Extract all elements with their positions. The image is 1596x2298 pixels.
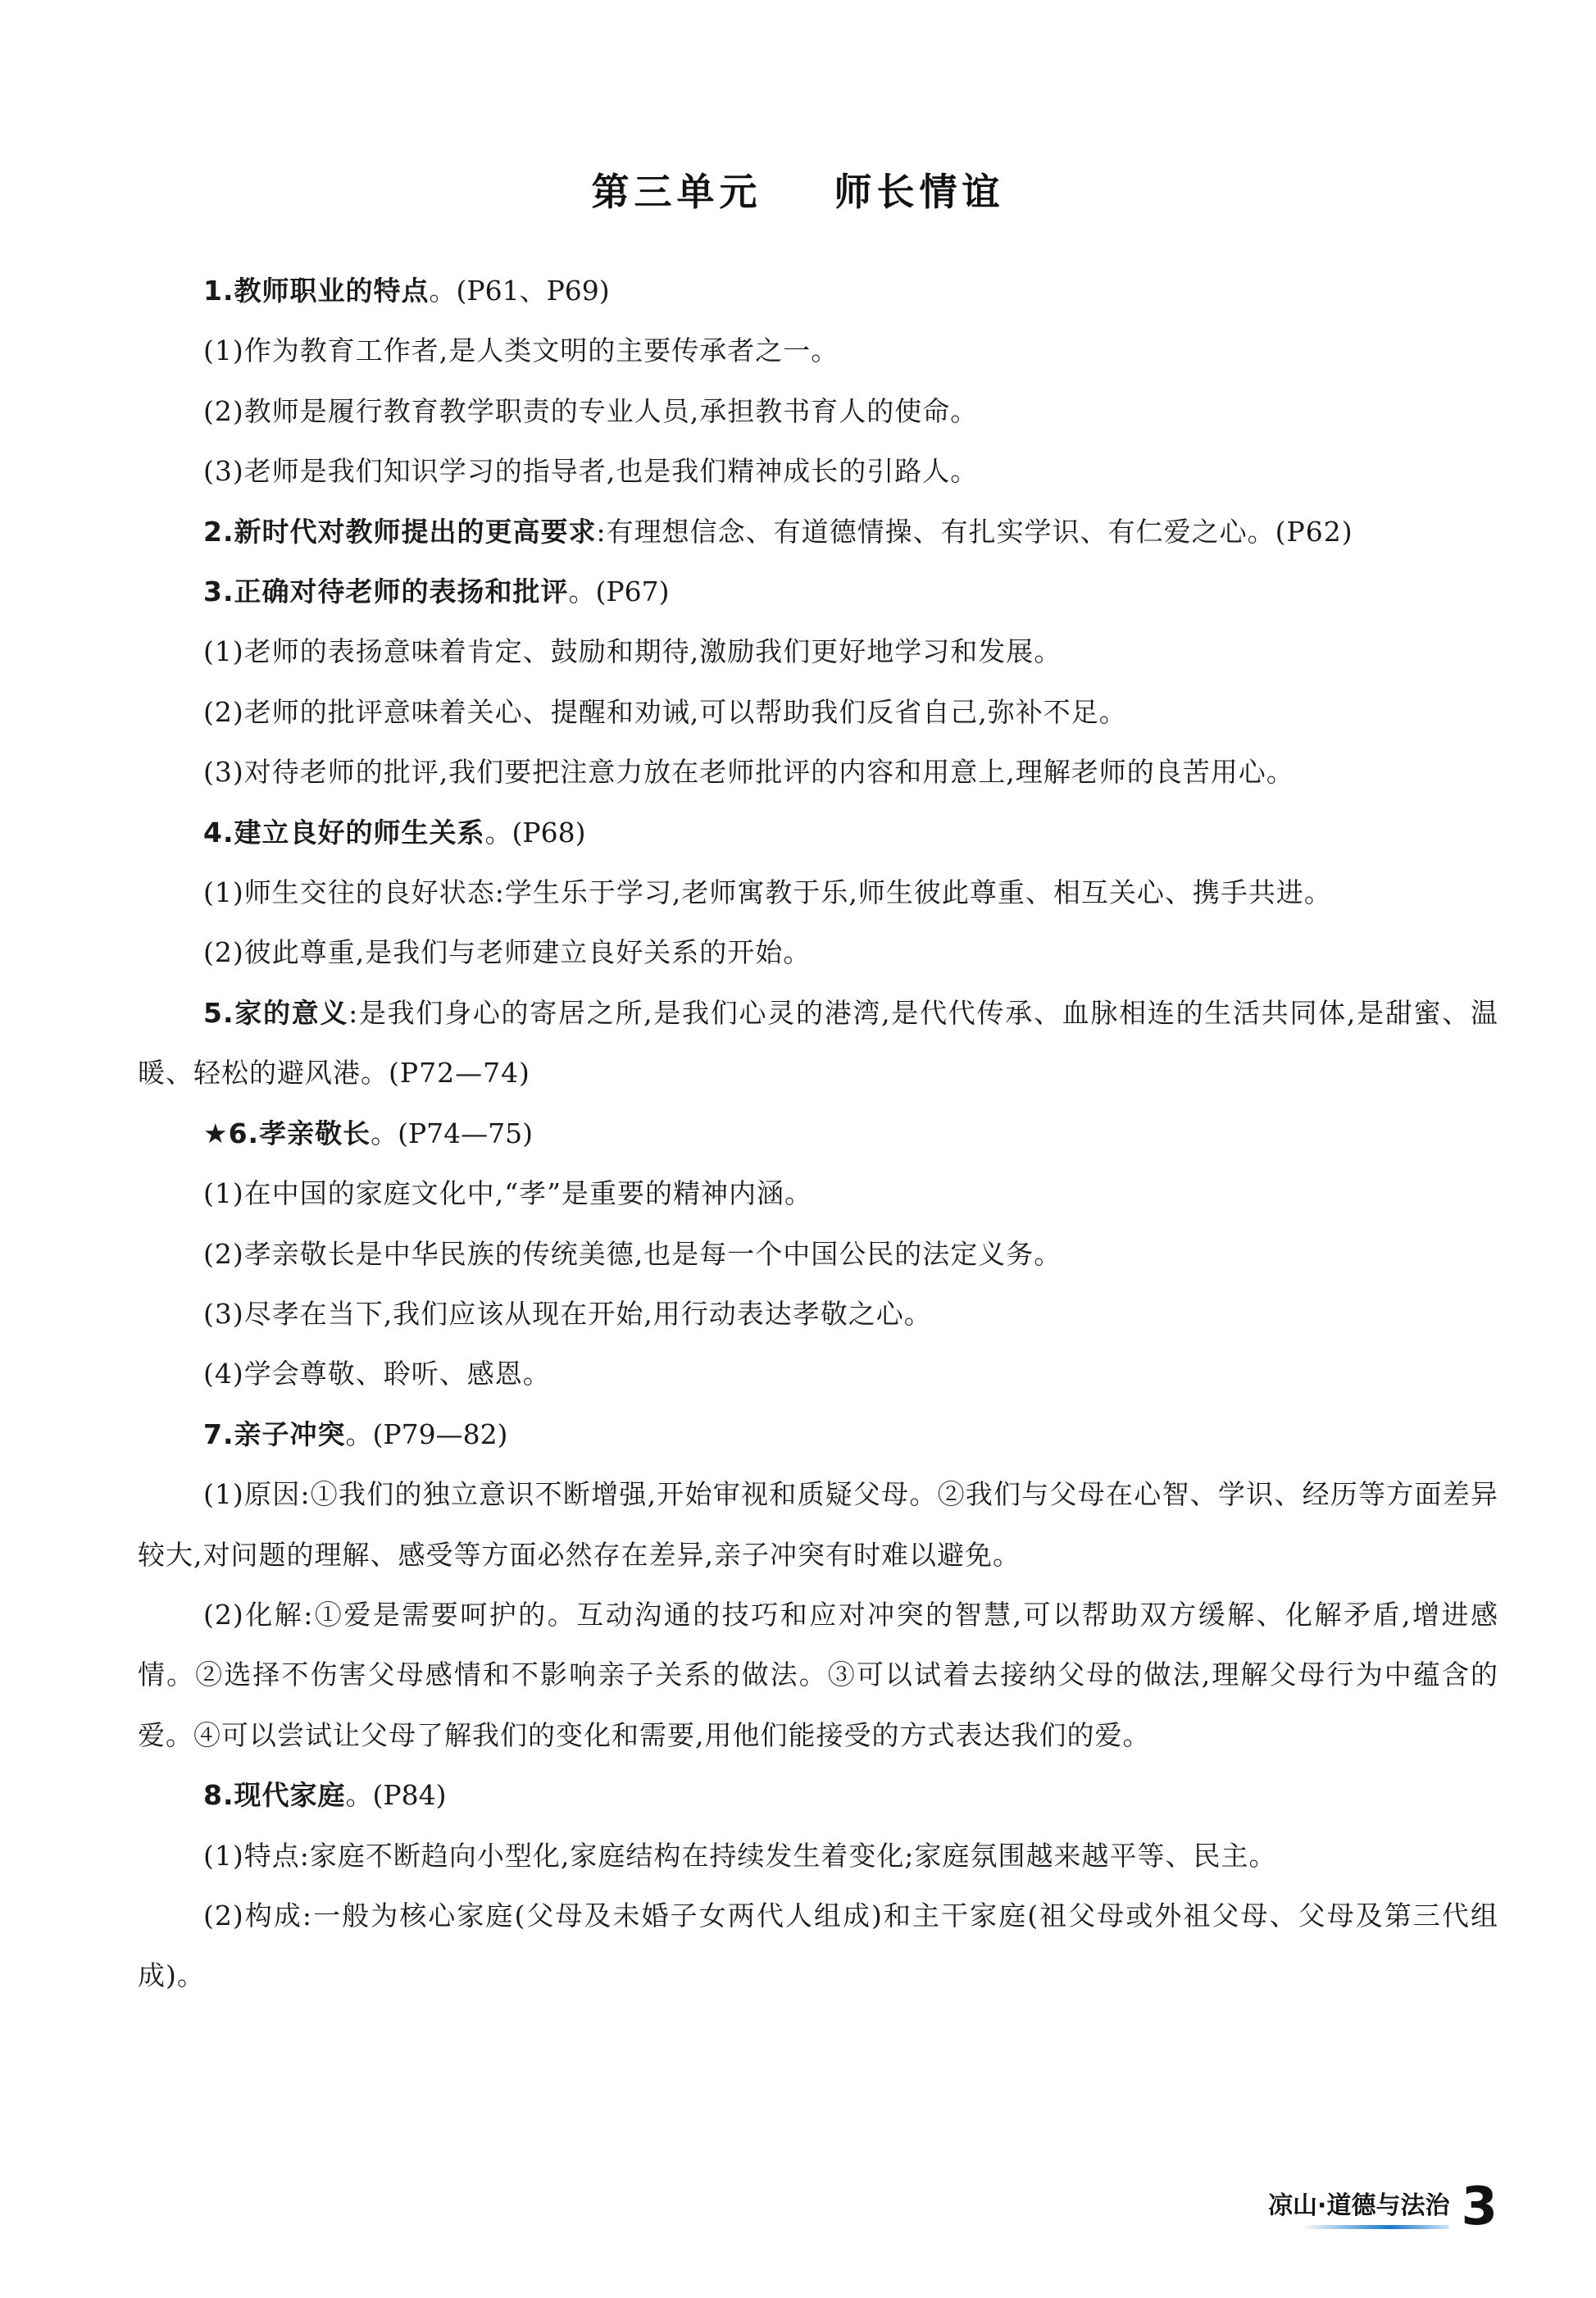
list-item: (1)原因:①我们的独立意识不断增强,开始审视和质疑父母。②我们与父母在心智、学识、经历等方面差异较大,对问题的理解、感受等方面必然存在差异,亲子冲突有时难以避免。 [138, 1478, 1498, 1571]
section-head: 5.家的意义 [203, 996, 349, 1029]
footer-book-title: 凉山·道德与法治 [1268, 2191, 1450, 2220]
unit-title: 第三单元 师长情谊 [591, 170, 1005, 214]
section-1-heading [138, 261, 1498, 321]
list-item: (1)在中国的家庭文化中,“孝”是重要的精神内涵。 [203, 1177, 812, 1210]
section-6-heading [138, 1103, 1498, 1163]
section-head: 7.亲子冲突 [203, 1417, 346, 1450]
list-item: (1)作为教育工作者,是人类文明的主要传承者之一。 [203, 334, 839, 367]
page-reference: 。(P74—75) [371, 1117, 534, 1149]
page-reference: 。(P79—82) [345, 1417, 508, 1450]
section-8-heading [138, 1765, 1498, 1825]
page-footer [1268, 2177, 1498, 2237]
section-head: 2.新时代对教师提出的更高要求 [203, 515, 597, 548]
list-item: (2)孝亲敬长是中华民族的传统美德,也是每一个中国公民的法定义务。 [203, 1237, 1062, 1270]
list-item: (1)师生交往的良好状态:学生乐于学习,老师寓教于乐,师生彼此尊重、相互关心、携手共进。 [203, 876, 1332, 909]
section-5-paragraph [138, 983, 1498, 1103]
list-item: (2)化解:①爱是需要呵护的。互动沟通的技巧和应对冲突的智慧,可以帮助双方缓解、化解矛盾,增进感情。②选择不伤害父母感情和不影响亲子关系的做法。③可以试着去接纳父母的做法,理解父母行为中蕴含的爱。④可以尝试让父母了解我们的变化和需要,用他们能接受的方式表达我们的爱。 [138, 1598, 1498, 1751]
section-head: 1.教师职业的特点 [203, 275, 430, 307]
list-item: (4)学会尊敬、聆听、感恩。 [203, 1358, 551, 1390]
list-item: (1)特点:家庭不断趋向小型化,家庭结构在持续发生着变化;家庭氛围越来越平等、民主。 [203, 1839, 1277, 1872]
list-item: (2)彼此尊重,是我们与老师建立良好关系的开始。 [203, 936, 812, 969]
page-reference: 。(P61、P69) [429, 275, 610, 307]
page-reference: 。(P68) [484, 816, 586, 849]
footer-label-group [1268, 2185, 1449, 2229]
section-head: 3.正确对待老师的表扬和批评 [203, 576, 569, 608]
section-body: :是我们身心的寄居之所,是我们心灵的港湾,是代代传承、血脉相连的生活共同体,是甜蜜、温暖、轻松的避风港。(P72—74) [138, 996, 1498, 1090]
section-4-heading [138, 803, 1498, 862]
page-reference: 。(P67) [568, 576, 670, 608]
list-item: (2)老师的批评意味着关心、提醒和劝诫,可以帮助我们反省自己,弥补不足。 [203, 695, 1127, 728]
list-item: (1)老师的表扬意味着肯定、鼓励和期待,激励我们更好地学习和发展。 [203, 635, 1062, 668]
page-number: 3 [1461, 2177, 1498, 2237]
content-body [138, 261, 1498, 2006]
section-head: 4.建立良好的师生关系 [203, 816, 485, 849]
section-3-heading [138, 562, 1498, 621]
list-item: (3)老师是我们知识学习的指导者,也是我们精神成长的引路人。 [203, 455, 979, 488]
list-item: (2)教师是履行教育教学职责的专业人员,承担教书育人的使命。 [203, 394, 979, 427]
section-head: ★6.孝亲敬长 [203, 1117, 371, 1149]
section-body: :有理想信念、有道德情操、有扎实学识、有仁爱之心。(P62) [596, 515, 1353, 548]
page-reference: 。(P84) [345, 1779, 447, 1812]
section-head: 8.现代家庭 [203, 1779, 346, 1812]
section-2-paragraph [138, 502, 1498, 562]
list-item: (3)尽孝在当下,我们应该从现在开始,用行动表达孝敬之心。 [203, 1297, 932, 1330]
footer-accent-line [1301, 2225, 1449, 2229]
list-item: (2)构成:一般为核心家庭(父母及未婚子女两代人组成)和主干家庭(祖父母或外祖父母、父母及第三代组成)。 [138, 1899, 1498, 1992]
list-item: (3)对待老师的批评,我们要把注意力放在老师批评的内容和用意上,理解老师的良苦用心。 [203, 756, 1294, 789]
section-7-heading [138, 1404, 1498, 1464]
